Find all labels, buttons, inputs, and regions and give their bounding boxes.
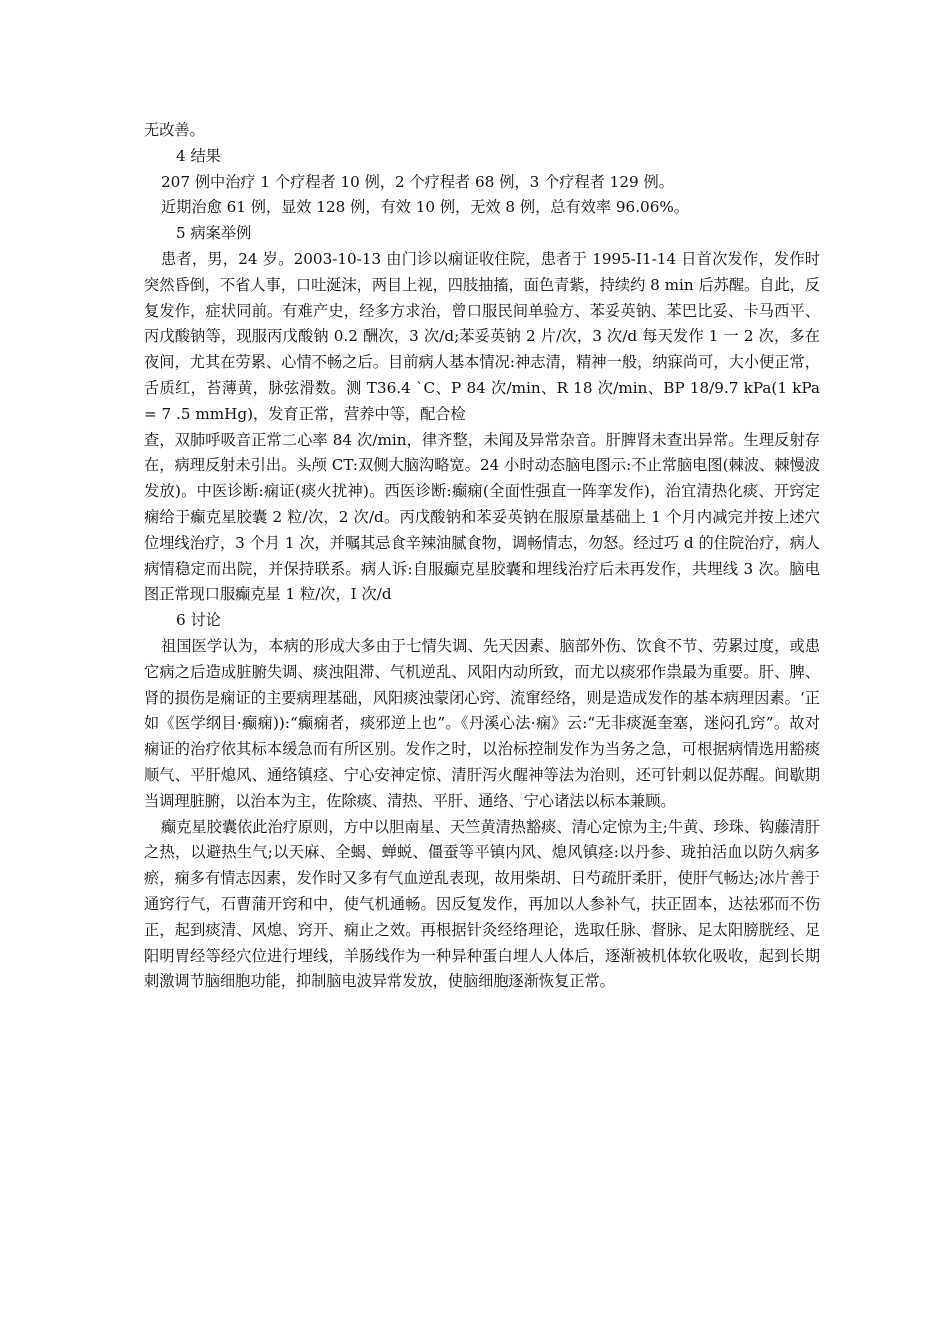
- discussion-paragraph-1: 祖国医学认为，本病的形成大多由于七情失调、先天因素、脑部外伤、饮食不节、劳累过度，或患它病之后造成脏腑失调、痰浊阻滞、气机逆乱、风阳内动所致，而尤以痰邪作祟最为重要。肝、脾、肾的损伤是痫证的主要病理基础，风阳痰浊蒙闭心窍、流窜经络，则是造成发作的基本病理因素。‘正如《医学纲目·癫痫)):“癫痫者，痰邪逆上也”。《丹溪心法·痫》云:“无非痰涎奎塞，迷闷孔窍”。故对痫证的治疗依其标本缓急而有所区别。发作之时，以治标控制发作为当务之急，可根据病情选用豁痰顺气、平肝熄风、通络镇痉、宁心安神定惊、清肝泻火醒神等法为治则，还可针刺以促苏醒。间歇期当调理脏腑，以治本为主，佐除痰、清热、平肝、通络、宁心诸法以标本兼顾。: [144, 636, 820, 810]
- intro-tail: 无改善。: [144, 121, 205, 139]
- section-5-heading: 5 病案举例: [176, 224, 252, 243]
- result-line-1: 207 例中治疗 1 个疗程者 10 例，2 个疗程者 68 例，3 个疗程者 129 例。: [161, 172, 674, 191]
- section-6-heading: 6 讨论: [176, 611, 221, 630]
- document-body: [144, 118, 820, 995]
- result-line-2: 近期治愈 61 例，显效 128 例，有效 10 例，无效 8 例，总有效率 96.06%。: [161, 198, 689, 217]
- discussion-paragraph-2: 癫克星胶囊依此治疗原则，方中以胆南星、天竺黄清热豁痰、清心定惊为主;牛黄、珍珠、钩藤清肝之热，以避热生气;以天麻、全蝎、蝉蜕、僵蚕等平镇内风、熄风镇痉:以丹参、珑拍活血以防久病多瘀，痫多有情志因素，发作时又多有气血逆乱表现，故用柴胡、日芍疏肝柔肝，使肝气畅达;冰片善于通窍行气，石曹蒲开窍和中，使气机通畅。因反复发作，再加以人参补气，扶正固本，达祛邪而不伤正，起到痰清、风熄、窍开、痫止之效。再根据针灸经络理论，选取任脉、督脉、足太阳膀胱经、足阳明胃经等经穴位进行埋线，羊肠线作为一种异种蛋白埋人人体后，逐渐被机体软化吸收，起到长期刺激调节脑细胞功能，抑制脑电波异常发放，使脑细胞逐渐恢复正常。: [144, 817, 820, 991]
- case-paragraph-2: 查，双肺呼吸音正常二心率 84 次/min，律齐整，未闻及异常杂音。肝脾肾未查出异常。生理反射存在，病理反射未引出。头颅 CT:双侧大脑沟略宽。24 小时动态脑电图示:不止常脑电图(棘波、棘慢波发放)。中医诊断:痫证(痰火扰神)。西医诊断:癫痫(全面性强直一阵挛发作)，治宜清热化痰、开窍定痫给于癫克星胶囊 2 粒/次，2 次/d。丙戊酸钠和苯妥英钠在服原量基础上 1 个月内减完并按上述穴位埋线治疗，3 个月 1 次，并嘱其忌食辛辣油腻食物，调畅情志，勿怒。经过巧 d 的住院治疗，病人病情稳定而出院，并保持联系。病人诉:自服癫克星胶囊和埋线治疗后未再发作，共埋线 3 次。脑电图正常现口服癫克星 1 粒/次，I 次/d: [144, 430, 820, 604]
- section-4-heading: 4 结果: [176, 146, 221, 165]
- case-paragraph-1: 患者，男，24 岁。2003-10-13 由门诊以痫证收住院，患者于 1995-I1-14 日首次发作，发作时突然昏倒，不省人事，口吐涎沫，两目上视，四肢抽搐，面色青紫，持续约 8 min 后苏醒。自此，反复发作，症状同前。有难产史，经多方求治，曾口服民间单验方、苯妥英钠、苯巴比妥、卡马西平、丙戊酸钠等，现服丙戊酸钠 0.2 酬次，3 次/d;苯妥英钠 2 片/次，3 次/d 每天发作 1 一 2 次，多在夜间，尤其在劳累、心情不畅之后。目前病人基本情况:神志清，精神一般，纳寐尚可，大小便正常，舌质红，苔薄黄，脉弦滑数。测 T36.4 `C、P 84 次/min、R 18 次/min、BP 18/9.7 kPa(1 kPa = 7 .5 mmHg)，发育正常，营养中等，配合检: [144, 249, 820, 423]
